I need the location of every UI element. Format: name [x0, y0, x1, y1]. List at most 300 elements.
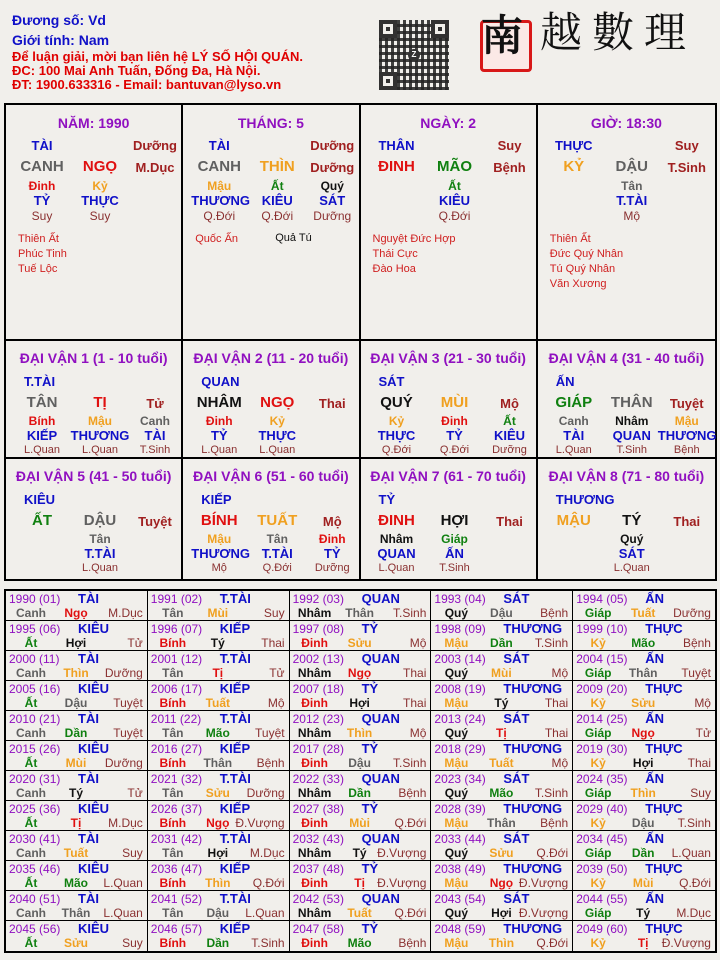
life-stage: Dưỡng: [104, 756, 143, 770]
life-stage: Thai: [496, 514, 523, 529]
life-stage: Tử: [269, 666, 285, 680]
ten-god: TÀI: [31, 138, 53, 153]
annual-year-cell[interactable]: [148, 591, 290, 620]
annual-year-cell[interactable]: [148, 771, 290, 800]
hidden-ten-god: THƯƠNG: [657, 428, 717, 443]
annual-year-cell[interactable]: [6, 861, 148, 890]
hidden-life-stage: Dưỡng: [314, 562, 350, 574]
ten-god: THỰC: [645, 921, 683, 936]
ten-god: TÀI: [78, 591, 99, 606]
year-label: 1992 (03): [292, 592, 344, 606]
earthly-branch: Mão: [489, 786, 514, 800]
earthly-branch: NGỌ: [260, 394, 295, 411]
year-label: 1999 (10): [576, 622, 628, 636]
year-label: 1998 (09): [434, 622, 486, 636]
earthly-branch: Dần: [631, 846, 655, 860]
ten-god: THƯƠNG: [555, 492, 615, 507]
life-stage: Suy: [263, 606, 285, 620]
hidden-life-stage: Mộ: [211, 562, 227, 574]
dai-van-title[interactable]: ĐẠI VẬN 8 (71 - 80 tuổi): [548, 468, 705, 484]
pillar-hour: [538, 105, 715, 341]
hidden-stem: Đinh: [28, 179, 56, 193]
heavenly-stem: BÍNH: [200, 512, 238, 529]
hidden-stem: Mậu: [674, 414, 699, 428]
year-label: 2021 (32): [150, 772, 203, 786]
heavenly-stem: Nhâm: [297, 666, 332, 680]
heavenly-stem: Kỷ: [590, 936, 606, 950]
ten-god: THÂN: [378, 138, 415, 153]
annual-year-cell[interactable]: [148, 621, 290, 650]
life-stage: T.Sinh: [393, 606, 427, 620]
star-item: Thiên Ất: [18, 233, 59, 245]
annual-year-cell[interactable]: [290, 621, 432, 650]
heavenly-stem: Tân: [162, 606, 184, 620]
ten-god: TÀI: [208, 138, 230, 153]
life-stage-top: Dưỡng: [310, 138, 355, 153]
hidden-life-stage: T.Sinh: [439, 562, 470, 574]
pillar-month: [183, 105, 360, 341]
dai-van-7: [361, 459, 538, 579]
earthly-branch: Dần: [348, 786, 371, 800]
year-label: 2016 (27): [150, 742, 203, 756]
hidden-ten-god: QUAN: [377, 546, 416, 561]
life-stage: Thai: [318, 396, 346, 411]
star-item: Thiên Ất: [549, 233, 591, 245]
page-header: [0, 0, 720, 100]
annual-year-cell[interactable]: [573, 771, 715, 800]
annual-row: [6, 741, 715, 771]
annual-year-cell[interactable]: [573, 651, 715, 680]
ten-god: T.TÀI: [219, 591, 251, 606]
life-stage: Tử: [146, 396, 164, 411]
annual-year-cell[interactable]: [431, 831, 573, 860]
annual-year-cell[interactable]: [431, 681, 573, 710]
life-stage: Mộ: [500, 396, 519, 411]
life-stage: Q.Đới: [536, 936, 569, 950]
year-label: 2037 (48): [292, 862, 344, 876]
hidden-stem: Kỷ: [388, 414, 405, 428]
heavenly-stem: Đinh: [301, 816, 328, 830]
hidden-ten-god: TỶ: [323, 546, 341, 561]
dai-van-8: [538, 459, 715, 579]
ten-god: SÁT: [503, 771, 530, 786]
earthly-branch: Thìn: [346, 726, 373, 740]
annual-year-cell[interactable]: [573, 741, 715, 770]
year-label: 2043 (54): [434, 892, 486, 906]
earthly-branch: Tị: [212, 666, 224, 680]
year-label: 2020 (31): [9, 772, 61, 786]
annual-year-cell[interactable]: [148, 861, 290, 890]
dai-van-6: [183, 459, 360, 579]
annual-year-cell[interactable]: [148, 831, 290, 860]
heavenly-stem: Giáp: [584, 846, 612, 860]
earthly-branch: DẬU: [83, 512, 117, 529]
ten-god: T.TÀI: [219, 831, 251, 846]
heavenly-stem: Mậu: [444, 756, 469, 770]
pillar-day: [361, 105, 538, 341]
ten-god: THƯƠNG: [503, 801, 563, 816]
annual-year-cell[interactable]: [431, 621, 573, 650]
year-label: 2013 (24): [434, 712, 486, 726]
contact-line-1: Để luận giải, mời bạn liên hệ LÝ SỐ HỘI QUÁN.: [12, 49, 303, 64]
hidden-ten-god: KIẾP: [26, 428, 58, 443]
hidden-ten-god: THƯƠNG: [70, 428, 130, 443]
heavenly-stem: Nhâm: [297, 906, 332, 920]
heavenly-stem: Ất: [24, 696, 38, 710]
hidden-stem: Canh: [558, 414, 589, 428]
life-stage: Đ.Vượng: [518, 906, 569, 920]
earthly-branch: DẬU: [615, 158, 648, 175]
ten-god: THỰC: [554, 138, 593, 153]
heavenly-stem: Canh: [16, 846, 46, 860]
earthly-branch: Mão: [205, 726, 230, 740]
heavenly-stem: Ất: [24, 756, 38, 770]
heavenly-stem: Kỷ: [590, 636, 606, 650]
life-stage: T.Sinh: [393, 756, 427, 770]
ten-god: TỶ: [361, 801, 379, 816]
annual-year-cell[interactable]: [431, 591, 573, 620]
year-label: 2008 (19): [434, 682, 486, 696]
heavenly-stem: CANH: [197, 158, 241, 175]
annual-year-cell[interactable]: [6, 681, 148, 710]
dai-van-title[interactable]: ĐẠI VẬN 7 (61 - 70 tuổi): [370, 468, 526, 484]
annual-year-cell[interactable]: [148, 681, 290, 710]
symbolic-stars: [195, 232, 238, 247]
heavenly-stem: Canh: [16, 666, 46, 680]
annual-year-cell[interactable]: [148, 801, 290, 830]
life-stage: Dưỡng: [310, 160, 355, 175]
annual-year-cell[interactable]: [148, 891, 290, 920]
ten-god: THỰC: [645, 861, 683, 876]
annual-year-cell[interactable]: [573, 861, 715, 890]
ten-god: ẤN: [645, 711, 664, 726]
heavenly-stem: Quý: [444, 666, 469, 680]
ten-god: THỰC: [645, 741, 683, 756]
life-stage: T.Sinh: [534, 786, 569, 800]
earthly-branch: Ngọ: [64, 606, 88, 620]
heavenly-stem: Kỷ: [590, 756, 606, 770]
annual-year-cell[interactable]: [290, 861, 432, 890]
life-stage: Tuyệt: [138, 514, 172, 529]
annual-year-cell[interactable]: [573, 621, 715, 650]
life-stage: Suy: [122, 936, 143, 950]
year-label: 2044 (55): [576, 892, 628, 906]
annual-year-cell[interactable]: [290, 771, 432, 800]
annual-year-cell[interactable]: [6, 831, 148, 860]
annual-year-cell[interactable]: [6, 891, 148, 920]
heavenly-stem: Nhâm: [297, 846, 332, 860]
hidden-ten-god: THỰC: [258, 428, 296, 443]
dai-van-title[interactable]: ĐẠI VẬN 5 (41 - 50 tuổi): [15, 468, 172, 484]
pillar-title: GIỜ: 18:30: [590, 115, 662, 131]
earthly-branch: Tý: [636, 906, 651, 920]
heavenly-stem: Bính: [159, 816, 187, 830]
annual-year-cell[interactable]: [573, 801, 715, 830]
annual-year-cell[interactable]: [290, 591, 432, 620]
heavenly-stem: Kỷ: [590, 876, 606, 890]
annual-year-cell[interactable]: [290, 891, 432, 920]
annual-year-cell[interactable]: [573, 921, 715, 951]
life-stage: Q.Đới: [536, 846, 569, 860]
annual-year-cell[interactable]: [431, 921, 573, 951]
annual-row: [6, 711, 715, 741]
hidden-stem: Kỷ: [92, 179, 108, 193]
earthly-branch: Tuất: [630, 606, 656, 620]
hidden-ten-god: T.TÀI: [261, 546, 293, 561]
annual-year-cell[interactable]: [431, 861, 573, 890]
heavenly-stem: Giáp: [584, 666, 612, 680]
annual-year-cell[interactable]: [431, 771, 573, 800]
annual-row: [6, 891, 715, 921]
year-label: 2039 (50): [576, 862, 628, 876]
hidden-ten-god: TÀI: [563, 428, 585, 443]
life-stage: Tuyệt: [255, 726, 285, 740]
life-stage: T.Sinh: [534, 636, 569, 650]
life-stage: M.Dục: [108, 816, 143, 830]
hidden-life-stage: Q.Đới: [439, 444, 470, 456]
year-label: 2010 (21): [9, 712, 61, 726]
ten-god: T.TÀI: [219, 651, 251, 666]
year-label: 2012 (23): [292, 712, 344, 726]
contact-line-2: ĐC: 100 Mai Anh Tuấn, Đống Đa, Hà Nội.: [12, 63, 261, 78]
year-label: 2042 (53): [292, 892, 344, 906]
earthly-branch: Dần: [206, 936, 230, 950]
annual-year-cell[interactable]: [290, 921, 432, 951]
star-item: Phúc Tinh: [18, 248, 67, 260]
life-stage: Thai: [687, 756, 711, 770]
ten-god: KIÊU: [78, 861, 110, 876]
annual-year-cell[interactable]: [290, 711, 432, 740]
dai-van-title[interactable]: ĐẠI VẬN 2 (11 - 20 tuổi): [193, 350, 349, 366]
earthly-branch: Mùi: [65, 756, 87, 770]
heavenly-stem: Mậu: [444, 936, 469, 950]
year-label: 2019 (30): [576, 742, 628, 756]
earthly-branch: Tuất: [205, 696, 231, 710]
ten-god: TỶ: [361, 681, 379, 696]
life-stage: Q.Đới: [679, 876, 711, 890]
heavenly-stem: ĐINH: [378, 512, 415, 529]
year-label: 2030 (41): [9, 832, 61, 846]
hidden-stem: Tân: [266, 532, 288, 546]
heavenly-stem: Mậu: [444, 876, 469, 890]
earthly-branch: Tý: [68, 786, 83, 800]
annual-year-cell[interactable]: [290, 651, 432, 680]
annual-year-cell[interactable]: [431, 651, 573, 680]
life-stage: Đ.Vượng: [518, 876, 569, 890]
life-stage: Q.Đới: [394, 906, 427, 920]
annual-year-cell[interactable]: [290, 741, 432, 770]
heavenly-stem: Nhâm: [297, 726, 332, 740]
qr-code-icon[interactable]: [379, 20, 449, 90]
heavenly-stem: Quý: [444, 726, 469, 740]
year-label: 2032 (43): [292, 832, 344, 846]
annual-year-cell[interactable]: [290, 681, 432, 710]
ten-god: THỰC: [645, 801, 683, 816]
hidden-stem: Mậu: [207, 532, 232, 546]
annual-year-cell[interactable]: [6, 591, 148, 620]
life-stage: Thai: [403, 666, 427, 680]
earthly-branch: Thìn: [63, 666, 89, 680]
year-label: 1997 (08): [292, 622, 344, 636]
ten-god: TỶ: [361, 861, 379, 876]
earthly-branch: THÌN: [259, 158, 295, 175]
annual-year-cell[interactable]: [148, 921, 290, 951]
annual-year-cell[interactable]: [148, 711, 290, 740]
annual-year-cell[interactable]: [6, 801, 148, 830]
duong-so: Đương số: Vd: [12, 12, 106, 28]
ten-god: QUAN: [361, 651, 400, 666]
year-label: 2022 (33): [292, 772, 344, 786]
earthly-branch: Tị: [637, 936, 649, 950]
hidden-stem: Ất: [448, 179, 461, 193]
hidden-ten-god: T.TÀI: [84, 546, 116, 561]
heavenly-stem: Quý: [444, 606, 469, 620]
life-stage: Mộ: [551, 756, 569, 770]
hidden-life-stage: T.Sinh: [616, 444, 648, 456]
annual-year-cell[interactable]: [573, 831, 715, 860]
heavenly-stem: Giáp: [584, 606, 612, 620]
hidden-ten-god: TỶ: [210, 428, 228, 443]
heavenly-stem: Đinh: [301, 636, 328, 650]
four-pillars-grid: [4, 103, 717, 581]
life-stage: Đ.Vượng: [661, 936, 711, 950]
year-label: 2025 (36): [9, 802, 61, 816]
year-label: 2029 (40): [576, 802, 628, 816]
year-label: 2014 (25): [576, 712, 628, 726]
year-label: 2028 (39): [434, 802, 486, 816]
annual-year-cell[interactable]: [431, 891, 573, 920]
heavenly-stem: Bính: [159, 636, 187, 650]
star-item: Thái Cực: [372, 248, 418, 260]
hidden-life-stage: L.Quan: [259, 444, 296, 456]
earthly-branch: Tuất: [489, 756, 514, 770]
star-item: Đức Quý Nhân: [549, 248, 624, 260]
earthly-branch: Sửu: [63, 936, 89, 950]
year-label: 2026 (37): [150, 802, 203, 816]
dai-van-2: [183, 341, 360, 459]
dai-van-title[interactable]: ĐẠI VẬN 6 (51 - 60 tuổi): [193, 468, 349, 484]
earthly-branch: MÃO: [437, 158, 472, 175]
earthly-branch: NGỌ: [82, 158, 118, 175]
ten-god: KIẾP: [219, 861, 251, 876]
year-label: 2009 (20): [576, 682, 628, 696]
heavenly-stem: Ất: [24, 816, 38, 830]
ten-god: QUAN: [361, 831, 400, 846]
annual-year-cell[interactable]: [6, 621, 148, 650]
heavenly-stem: Giáp: [584, 726, 612, 740]
earthly-branch: Dậu: [64, 696, 88, 710]
heavenly-stem: Đinh: [301, 696, 328, 710]
ten-god: T.TÀI: [24, 374, 56, 389]
annual-year-cell[interactable]: [6, 651, 148, 680]
ten-god: KIÊU: [78, 621, 110, 636]
hidden-life-stage: Suy: [31, 209, 53, 223]
annual-year-cell[interactable]: [148, 741, 290, 770]
heavenly-stem: Mậu: [444, 816, 469, 830]
dai-van-title[interactable]: ĐẠI VẬN 1 (1 - 10 tuổi): [19, 350, 168, 366]
annual-year-cell[interactable]: [573, 681, 715, 710]
heavenly-stem: Canh: [16, 906, 46, 920]
annual-row: [6, 861, 715, 891]
earthly-branch: Ngọ: [347, 666, 372, 680]
dai-van-title[interactable]: ĐẠI VẬN 4 (31 - 40 tuổi): [548, 350, 705, 366]
earthly-branch: Sửu: [489, 846, 514, 860]
year-label: 2024 (35): [576, 772, 628, 786]
heavenly-stem: Ất: [24, 936, 38, 950]
heavenly-stem: Tân: [162, 846, 184, 860]
life-stage: Thai: [673, 514, 701, 529]
hidden-ten-god: THỰC: [377, 428, 416, 443]
annual-year-cell[interactable]: [573, 711, 715, 740]
annual-year-cell[interactable]: [290, 831, 432, 860]
year-label: 2048 (59): [434, 922, 486, 936]
annual-year-cell[interactable]: [573, 891, 715, 920]
pillar-title: THÁNG: 5: [237, 115, 304, 131]
ten-god: THƯƠNG: [503, 741, 563, 756]
annual-year-cell[interactable]: [431, 711, 573, 740]
annual-year-cell[interactable]: [6, 711, 148, 740]
annual-year-cell[interactable]: [431, 741, 573, 770]
hidden-life-stage: Q.Đới: [262, 562, 292, 574]
annual-row: [6, 801, 715, 831]
ten-god: ẤN: [645, 891, 664, 906]
earthly-branch: Mùi: [491, 666, 512, 680]
year-label: 2011 (22): [150, 712, 202, 726]
heavenly-stem: Canh: [16, 726, 46, 740]
annual-year-cell[interactable]: [431, 801, 573, 830]
annual-year-cell[interactable]: [290, 801, 432, 830]
life-stage: Thai: [403, 696, 427, 710]
ten-god: TÀI: [78, 891, 99, 906]
annual-year-cell[interactable]: [148, 651, 290, 680]
heavenly-stem: Bính: [159, 936, 187, 950]
annual-year-cell[interactable]: [6, 771, 148, 800]
star-item: Văn Xương: [549, 278, 607, 290]
life-stage: M.Dục: [108, 606, 143, 620]
ten-god: T.TÀI: [219, 711, 251, 726]
earthly-branch: Mùi: [349, 816, 370, 830]
seal-char: 南: [481, 11, 524, 60]
ten-god: ẤN: [645, 651, 664, 666]
annual-year-cell[interactable]: [573, 591, 715, 620]
earthly-branch: Tị: [354, 876, 365, 890]
earthly-branch: Hợi: [207, 846, 229, 860]
hidden-life-stage: L.Quan: [555, 444, 592, 456]
earthly-branch: Tý: [494, 696, 509, 710]
earthly-branch: Thìn: [205, 876, 231, 890]
annual-year-cell[interactable]: [6, 921, 148, 951]
heavenly-stem: KỶ: [563, 158, 585, 175]
year-label: 2006 (17): [150, 682, 203, 696]
star-item: Tú Quý Nhân: [549, 263, 616, 275]
earthly-branch: Thân: [61, 906, 91, 920]
year-label: 2017 (28): [292, 742, 344, 756]
ten-god: ẤN: [645, 591, 664, 606]
ten-god: THƯƠNG: [503, 921, 563, 936]
dai-van-title[interactable]: ĐẠI VẬN 3 (21 - 30 tuổi): [370, 350, 526, 366]
ten-god: QUAN: [361, 591, 400, 606]
annual-luck-table: [4, 589, 717, 953]
heavenly-stem: Bính: [159, 696, 187, 710]
hidden-life-stage: Q.Đới: [438, 209, 471, 223]
hidden-life-stage: Dưỡng: [313, 209, 352, 223]
life-stage: Tuyệt: [113, 696, 143, 710]
hidden-stem: Canh: [140, 414, 170, 428]
dai-van-4: [538, 341, 715, 459]
pillar-title: NĂM: 1990: [57, 115, 130, 131]
ten-god: KIÊU: [24, 492, 56, 507]
annual-year-cell[interactable]: [6, 741, 148, 770]
